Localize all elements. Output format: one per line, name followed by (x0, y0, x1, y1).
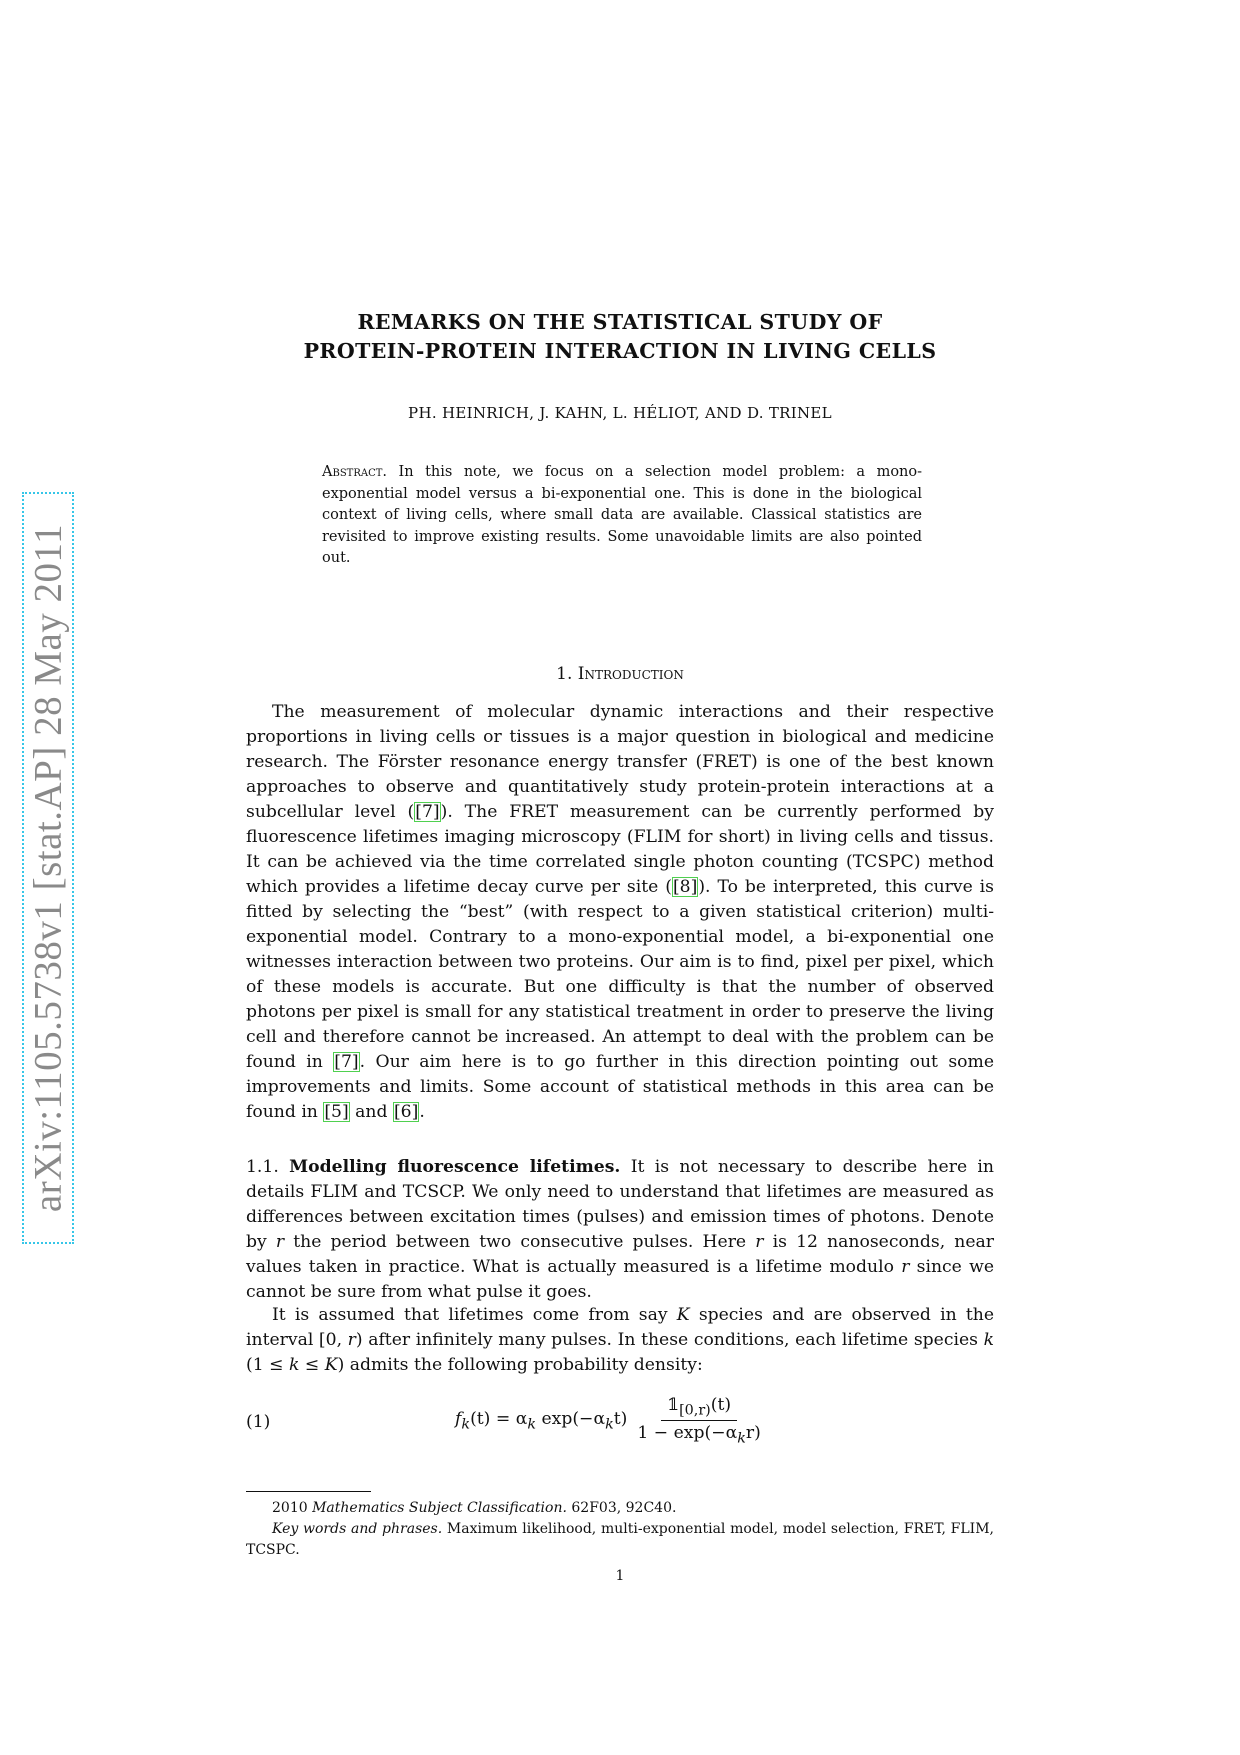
equation-lhs-rest: (t) = α (470, 1409, 528, 1430)
denominator-end: r) (745, 1423, 761, 1444)
intro-text-3: ). To be interpreted, this curve is fitted by selecting the “best” (with respect to a given statistical criterion) multi-exponential model. Contrary to a mono-exponential model, a bi-exponential one witnesses interaction between two proteins. Our aim is to find, pixel per pixel, which of these models is accurate. But one difficulty is that the number of observed photons per pixel is small for any statistical treatment in order to preserve the living cell and therefore cannot be increased. An attempt to deal with the problem can be found in (246, 877, 994, 1072)
keywords-label: Key words and phrases. (272, 1521, 443, 1537)
variable-r: r (275, 1232, 285, 1252)
section-number: 1. (556, 664, 573, 684)
citation-link-7-second[interactable]: [7] (334, 1052, 359, 1072)
msc-label: Mathematics Subject Classification. (312, 1500, 567, 1516)
equation-exp-end: t) (613, 1409, 628, 1430)
variable-r: r (901, 1257, 910, 1277)
footnote-keywords (246, 1519, 994, 1560)
variable-r: r (347, 1330, 356, 1350)
intro-text-6: . (419, 1102, 425, 1122)
modelling-text-4: since we cannot be sure from what pulse it goes. (246, 1257, 994, 1302)
numerator-rest: (t) (710, 1395, 732, 1415)
intro-text-2: ). The FRET measurement can be currently performed by fluorescence lifetimes imaging microscopy (FLIM for short) in living cells and tissus. It can be achieved via the time correlated single photon counting (TCSPC) method which provides a lifetime decay curve per site ( (246, 802, 994, 897)
citation-link-7[interactable]: [7] (415, 802, 440, 822)
equation-sub-k: k (605, 1416, 614, 1433)
paper-title (230, 308, 1010, 366)
indicator-subscript: [0,r) (679, 1402, 711, 1419)
equation-sub-k: k (527, 1416, 537, 1433)
species-paragraph (246, 1303, 994, 1378)
title-line-1: REMARKS ON THE STATISTICAL STUDY OF (357, 310, 883, 334)
species-text-1: It is assumed that lifetimes come from say (272, 1305, 677, 1325)
msc-codes: 62F03, 92C40. (566, 1500, 677, 1516)
equation-exp: exp(−α (536, 1409, 606, 1430)
equation-denominator (633, 1421, 764, 1446)
intro-text-5: and (349, 1102, 393, 1122)
footnote-msc (246, 1498, 994, 1519)
citation-link-5[interactable]: [5] (324, 1102, 349, 1122)
modelling-text-2: the period between two consecutive pulses. Here (284, 1232, 756, 1252)
equation-lhs (455, 1409, 627, 1432)
abstract-label: Abstract. (322, 464, 388, 480)
equation-f: f (455, 1409, 462, 1430)
subsection-number: 1.1. (246, 1157, 279, 1177)
footnote-rule (246, 1491, 371, 1492)
citation-link-6[interactable]: [6] (393, 1102, 419, 1122)
equation-sub-k: k (461, 1416, 471, 1433)
variable-K: K (676, 1305, 690, 1325)
intro-text-4: . Our aim here is to go further in this direction pointing out some improvements and limits. Some account of statistical methods in this area can be found in (246, 1052, 994, 1122)
equation-numerator (661, 1395, 737, 1421)
page-number: 1 (615, 1568, 625, 1584)
species-text-2: species and are observed in the interval [0, (246, 1305, 994, 1350)
species-text-6: ) admits the following probability density: (337, 1355, 703, 1375)
intro-paragraph (246, 700, 994, 1125)
denominator-text: 1 − exp(−α (637, 1423, 738, 1444)
equation-sub-k: k (737, 1430, 746, 1447)
equation-fraction (633, 1395, 764, 1447)
keywords-text: Maximum likelihood, multi-exponential model, model selection, FRET, FLIM, TCSPC. (246, 1521, 994, 1558)
section-heading-introduction (230, 664, 1010, 684)
variable-k: k (983, 1330, 994, 1350)
intro-text-1: The measurement of molecular dynamic interactions and their respective proportions in living cells or tissues is a major question in biological and medicine research. The Förster resonance energy transfer (FRET) is one of the best known approaches to observe and quantitatively study protein-protein interactions at a subcellular level ( (246, 702, 994, 822)
title-line-2: PROTEIN-PROTEIN INTERACTION IN LIVING CELLS (303, 339, 937, 363)
subsection-title: Modelling fluorescence lifetimes. (289, 1157, 621, 1177)
msc-year: 2010 (272, 1500, 308, 1516)
species-text-3: ) after infinitely many pulses. In these conditions, each lifetime species (355, 1330, 984, 1350)
modelling-text-1: It is not necessary to describe here in details FLIM and TCSCP. We only need to understand that lifetimes are measured as differences between excitation times (pulses) and emission times of photons. Denote by (246, 1157, 994, 1252)
arxiv-stamp[interactable] (22, 492, 74, 1244)
modelling-paragraph (246, 1155, 994, 1305)
variable-r: r (755, 1232, 764, 1252)
equation-number: (1) (246, 1412, 271, 1432)
modelling-text-3: is 12 nanoseconds, near values taken in practice. What is actually measured is a lifetime modulo (246, 1232, 995, 1277)
citation-link-8[interactable]: [8] (672, 877, 698, 897)
abstract (322, 462, 922, 570)
equation-density (455, 1395, 765, 1447)
variable-K: K (324, 1355, 338, 1375)
arxiv-identifier: arXiv:1105.5738v1 [stat.AP] 28 May 2011 (26, 523, 70, 1213)
indicator-symbol: 𝟙 (667, 1395, 680, 1415)
variable-k: k (288, 1355, 300, 1375)
species-text-4: (1 ≤ (246, 1355, 289, 1375)
section-name: Introduction (577, 664, 684, 684)
species-text-5: ≤ (299, 1355, 325, 1375)
abstract-text: In this note, we focus on a selection model problem: a mono-exponential model versus a bi-exponential one. This is done in the biological context of living cells, where small data are available. Classical statistics are revisited to improve existing results. Some unavoidable limits are also pointed out. (322, 464, 923, 566)
author-list: PH. HEINRICH, J. KAHN, L. HÉLIOT, AND D. TRINEL (408, 404, 832, 422)
